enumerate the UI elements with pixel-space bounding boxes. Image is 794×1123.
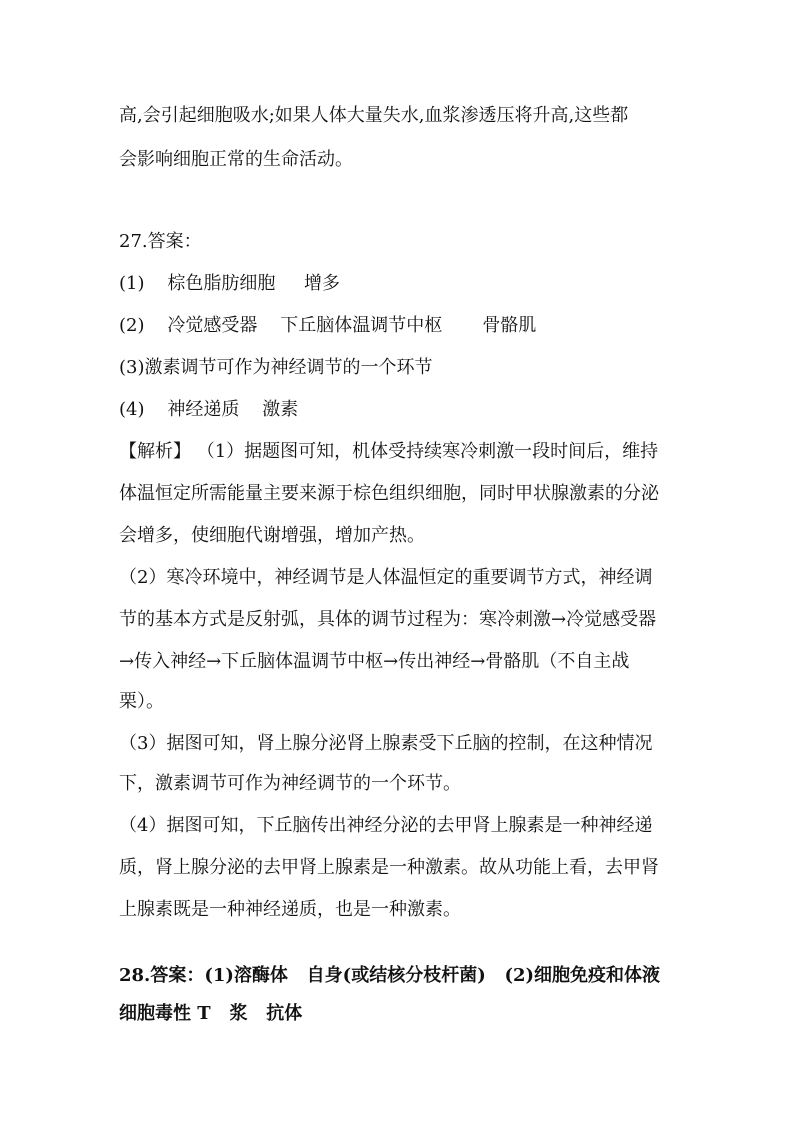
q27-analysis-line-2: 体温恒定所需能量主要来源于棕色组织细胞，同时甲状腺激素的分泌 [119,483,659,504]
q27-analysis-line-7: 栗）。 [119,691,164,712]
q27-answer-2: (2) 冷觉感受器 下丘脑体温调节中枢 骨骼肌 [119,315,537,336]
q27-analysis-line-11: 质，肾上腺分泌的去甲肾上腺素是一种激素。故从功能上看，去甲肾 [119,857,659,878]
q27-analysis-line-4: （2）寒冷环境中，神经调节是人体温恒定的重要调节方式，神经调 [119,567,653,588]
q27-analysis-line-1: 【解析】 （1）据题图可知，机体受持续寒冷刺激一段时间后，维持 [119,441,659,462]
intro-line-1: 高,会引起细胞吸水;如果人体大量失水,血浆渗透压将升高,这些都 [119,105,629,126]
q28-line-2: 细胞毒性 T 浆 抗体 [119,1003,303,1024]
q27-analysis-line-8: （3）据图可知，肾上腺分泌肾上腺素受下丘脑的控制，在这种情况 [119,733,653,754]
q28-line-1: 28.答案：(1)溶酶体 自身(或结核分枝杆菌) (2)细胞免疫和体液 [119,965,661,986]
q27-analysis-line-12: 上腺素既是一种神经递质，也是一种激素。 [119,899,461,920]
q27-heading: 27.答案： [119,231,202,252]
q27-answer-1: (1) 棕色脂肪细胞 增多 [119,273,340,294]
q27-analysis-line-10: （4）据图可知，下丘脑传出神经分泌的去甲肾上腺素是一种神经递 [119,815,653,836]
q27-analysis-line-9: 下，激素调节可作为神经调节的一个环节。 [119,773,461,794]
q27-analysis-line-3: 会增多，使细胞代谢增强，增加产热。 [119,525,425,546]
intro-line-2: 会影响细胞正常的生命活动。 [119,149,353,170]
q27-answer-4: (4) 神经递质 激素 [119,399,299,420]
q27-answer-3: (3)激素调节可作为神经调节的一个环节 [119,357,433,378]
q27-analysis-line-6: →传入神经→下丘脑体温调节中枢→传出神经→骨骼肌（不自主战 [119,651,630,672]
q27-analysis-line-5: 节的基本方式是反射弧，具体的调节过程为：寒冷刺激→冷觉感受器 [119,609,657,630]
